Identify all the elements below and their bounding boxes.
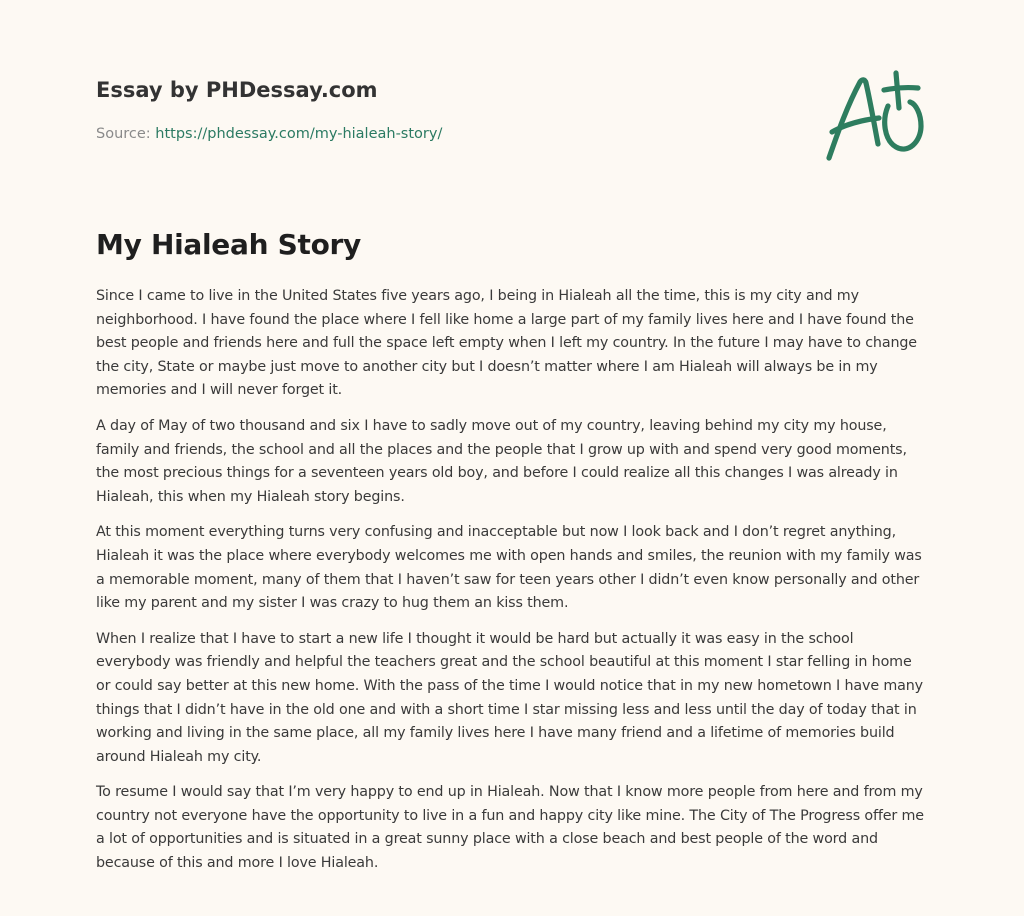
site-title: Essay by PHDessay.com (96, 78, 378, 102)
page-header (96, 76, 796, 144)
essay-paragraph: At this moment everything turns very confusing and inacceptable but now I look back and I don’t regret anything, Hialeah it was the place where everybody welcomes me with open hands and smiles, the reunion with my family was a memorable moment, many of them that I haven’t saw for teen years other I didn’t even know personally and other like my parent and my sister I was crazy to hug them an kiss them. (96, 524, 922, 612)
source-link[interactable]: https://phdessay.com/my-hialeah-story/ (155, 126, 443, 142)
essay-paragraph: When I realize that I have to start a new life I thought it would be hard but actually it was easy in the school everybody was friendly and helpful the teachers great and the school beautiful at this moment I star felling in home or could say better at this new home. With the pass of the time I would notice that in my new hometown I have many things that I didn’t have in the old one and with a short time I star missing less and less until the day of today that in working and living in the same place, all my family lives here I have many friend and a lifetime of memories build around Hialeah my city. (96, 630, 923, 765)
essay-body (96, 285, 928, 888)
source-label: Source: (96, 126, 156, 142)
source-line (96, 124, 796, 144)
essay-paragraph: A day of May of two thousand and six I have to sadly move out of my country, leaving behind my city my house, family and friends, the school and all the places and the people that I grow up with and spend very good moments, the most precious things for a seventeen years old boy, and before I could realize all this changes I was already in Hialeah, this when my Hialeah story begins. (96, 417, 907, 505)
essay-paragraph: To resume I would say that I’m very happy to end up in Hialeah. Now that I know more people from here and from my country not everyone have the opportunity to live in a fun and happy city like mine. The City of The Progress offer me a lot of opportunities and is situated in a great sunny place with a close beach and best people of the word and because of this and more I love Hialeah. (96, 784, 924, 872)
essay-paragraph: Since I came to live in the United States five years ago, I being in Hialeah all the time, this is my city and my neighborhood. I have found the place where I fell like home a large part of my family lives here and I have found the best people and friends here and full the space left empty when I left my country. In the future I may have to change the city, State or maybe just move to another city but I doesn’t matter where I am Hialeah will always be in my memories and I will never forget it. (96, 288, 917, 399)
essay-title: My Hialeah Story (96, 228, 362, 261)
a-plus-logo-svg (822, 68, 926, 164)
a-plus-grade-icon (822, 68, 926, 164)
